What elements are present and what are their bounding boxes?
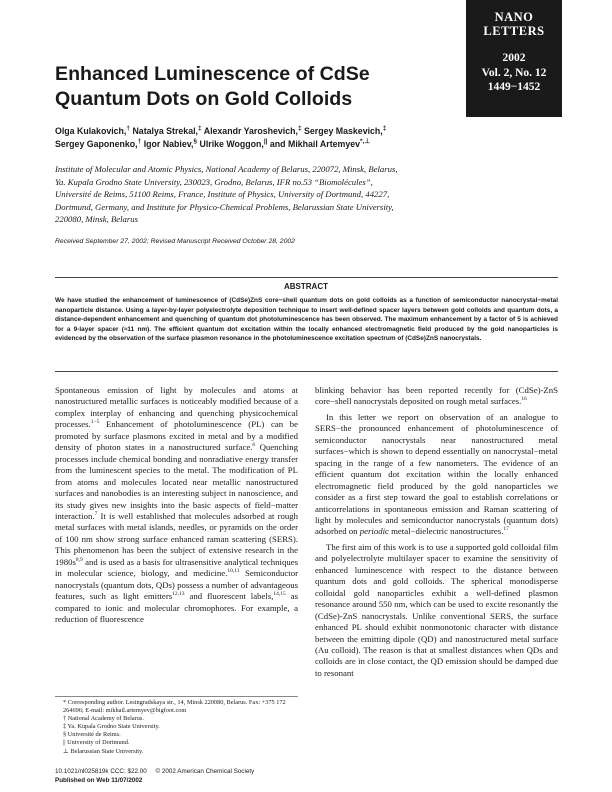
author-affiliation-mark: ‡	[382, 125, 387, 133]
author-affiliation-mark: §	[193, 138, 198, 146]
author-name: Alexandr Yaroshevich,	[201, 126, 298, 136]
publication-info	[55, 768, 355, 785]
emphasis: periodic	[359, 526, 389, 537]
abstract-bottom-rule	[55, 371, 558, 372]
paper-title	[55, 62, 455, 111]
footnote-rule	[55, 696, 298, 697]
title-line-2: Quantum Dots on Gold Colloids	[55, 87, 353, 110]
author-name: Sergey Gaponenko,	[55, 139, 138, 149]
abstract-heading: ABSTRACT	[284, 282, 328, 291]
footnote: * Corresponding author. Lesingradskaya str., 14, Minsk 220080, Belarus. Fax: +375 172 264696; E-mail: mikhail.artemyev@bigfoot.com	[63, 699, 286, 715]
paragraph: blinking behavior has been reported recently for (CdSe)-ZnS core−shell nanocrystals deposited on rough metal surfaces.$^{16}$	[315, 385, 558, 407]
author-affiliation-mark: ||	[263, 138, 268, 146]
abstract-text: We have studied the enhancement of luminescence of (CdSe)ZnS core−shell quantum dots on gold colloids as a function of semiconductor nanocrystal−metal nanoparticle distance. Using a layer-by-layer polyelectrolyte deposition technique to insert well-defined spacer layers between gold colloids and quantum dots, a distance-dependent enhancement and quenching of quantum dot photoluminescence has been observed. The maximum enhancement by a factor of 5 is achieved for a 9-layer spacer (≈11 nm). The efficient quantum dot excitation within the locally enhanced electromagnetic field produced by the gold nanoparticles is evidenced by the observation of the surface plasmon resonance in the photoluminescence excitation spectrum of (CdSe)ZnS nanocrystals.	[55, 297, 558, 343]
author-affiliation-mark: ‡	[297, 125, 302, 133]
received-dates: Received September 27, 2002; Revised Manuscript Received October 28, 2002	[55, 238, 295, 245]
footnotes	[55, 699, 298, 756]
journal-name-line1: NANO	[494, 10, 534, 24]
journal-badge	[466, 0, 562, 117]
paragraph: Spontaneous emission of light by molecules and atoms at nanostructured metallic surfaces is noticeably modified because of a complex interplay of enhancing and quenching physicochemical processes.$^{1-5}$ Enhancement of photoluminescence (PL) can be promoted by surface plasmons excited in metal and by a modified density of photon states in a nanostructured surface.$^6$ Quenching processes include chemical bonding and nonradiative energy transfer from the luminescent species to the metal. The modification of PL from atoms and molecules located near metallic nanostructured surfaces and nanobodies is an interesting subject in nanoscience, and its study gives new insights into the basic aspects of field−matter interaction.$^7$ It is well established that molecules adsorbed at rough metal surfaces with metal islands, needles, or pyramids on the order of 100 nm show strong surface enhanced raman scattering (SERS). This phenomenon has been the subject of extensive research in the $1980s^{8,9}$ and is used as a basis for ultrasensitive analytical techniques in molecular science, biology, and medicine.$^{10,11}$ Semiconductor nanocrystals (quantum dots, QDs) possess a number of advantageous features, such as light emitters$^{12,13}$ and fluorescent labels,$^{14,15}$ as compared to ionic and molecular chromophores. For example, a reduction of fluorescence	[55, 385, 298, 625]
citation-ref: 10,11	[227, 568, 240, 575]
body-column-right	[315, 385, 558, 679]
citation-ref: 16	[521, 396, 527, 403]
author-name: Sergey Maskevich,	[301, 126, 383, 136]
doi-line: 10.1021/nl025819k CCC: $22.00 © 2002 American Chemical Society	[55, 768, 255, 775]
author-name: and Mikhail Artemyev	[267, 139, 361, 149]
citation-ref: 8,9	[75, 556, 83, 563]
citation-ref: 12,13	[172, 591, 185, 598]
journal-volume: Vol. 2, No. 12	[481, 66, 547, 79]
citation-ref: 7	[94, 511, 98, 518]
abstract-top-rule	[55, 277, 558, 278]
author-name: Ulrike Woggon,	[197, 139, 264, 149]
footnote: § Université de Reims.	[63, 731, 121, 739]
author-name: Natalya Strekal,	[130, 126, 198, 136]
journal-pages: 1449−1452	[487, 81, 541, 93]
footnote: ⊥ Belarussian State University.	[63, 747, 144, 755]
author-affiliation-mark: †	[137, 138, 142, 146]
author-name: Olga Kulakovich,	[55, 126, 127, 136]
citation-ref: 17	[503, 526, 509, 533]
published-date: Published on Web 11/07/2002	[55, 776, 143, 784]
footnote: || University of Dortmund.	[63, 739, 130, 747]
paragraph: The first aim of this work is to use a supported gold colloidal film and polyelectrolyte multilayer spacer to examine the sensitivity of enhanced luminescence with respect to the distance between quantum dots and gold colloids. The spherical monodisperse colloidal gold nanoparticles exhibit a well-defined plasmon resonance around 550 nm, which can be used to excite resonantly the (CdSe)-ZnS nanocrystals. Unlike conventional SERS, the surface enhanced PL should exhibit nonmonotonic character with distance between the emitting dipole (QD) and nanostructured metal surface (Au colloid). The reason is that at smallest distances when QDs and colloids are in close contact, the QD emission should be damped due to resonant	[315, 541, 558, 678]
author-affiliation-mark: *,⊥	[360, 138, 371, 146]
citation-ref: 14,15	[273, 591, 286, 598]
body-column-left	[55, 385, 298, 626]
footnote: † National Academy of Belarus.	[63, 715, 144, 723]
citation-ref: 6	[252, 442, 256, 449]
title-line-1: Enhanced Luminescence of CdSe	[55, 63, 370, 85]
paragraph: In this letter we report on observation of an analogue to SERS−the pronounced enhancement of photoluminescence of semiconductor nanocrystals near nanostructured metal surfaces−which is shown to depend essentially on nanocrystal−metal spacing in the range of a few nanometers. The evidence of an efficient quantum dot excitation within the locally enhanced electromagnetic field produced by the gold nanoparticles we consider as a first step toward the goal to establish correlations or anticorrelations in spontaneous emission and Raman scattering of light by molecules and semiconductor nanocrystals (quantum dots) adsorbed on periodic metal−dielectric nanostructures.$^{17}$	[315, 411, 558, 537]
author-affiliation-mark: †	[126, 125, 130, 133]
author-list	[55, 125, 465, 151]
journal-year: 2002	[502, 52, 526, 64]
affiliations: Institute of Molecular and Atomic Physics, National Academy of Belarus, 220072, Minsk, Belarus, Ya. Kupala Grodno State University, 230023, Grodno, Belarus, IFR no.53 “Biomolécules”, Université de Reims, 51100 Reims, France, Institute of Physics, University of Dortmund, 44227, Dortmund, Germany, and Institute for Physico-Chemical Problems, Belarussian State University, 220080, Minsk, Belarus	[55, 164, 398, 225]
author-name: Igor Nabiev,	[141, 139, 194, 149]
journal-name-line2: LETTERS	[483, 24, 545, 38]
citation-ref: 1−5	[90, 419, 100, 426]
author-affiliation-mark: ‡	[197, 125, 202, 133]
footnote: ‡ Ya. Kupala Grodno State University.	[63, 723, 160, 731]
